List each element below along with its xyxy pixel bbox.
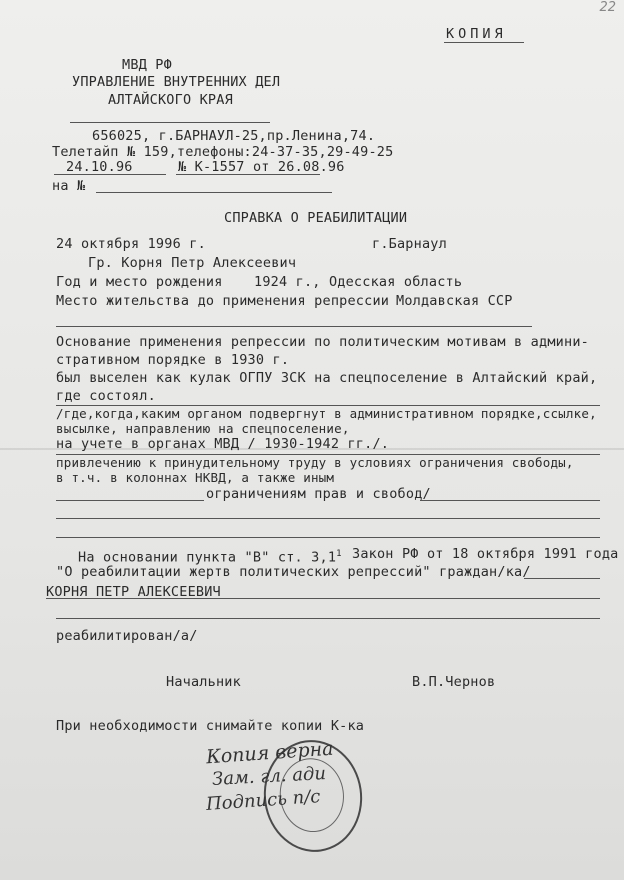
ministry-name: МВД РФ	[122, 57, 172, 73]
basis-line4: где состоял.	[56, 388, 156, 404]
department-line1: УПРАВЛЕНИЕ ВНУТРЕННИХ ДЕЛ	[72, 74, 281, 90]
basis-line3: был выселен как кулак ОГПУ ЗСК на спецпоселение в Алтайский край,	[56, 370, 598, 386]
blank-rule-1	[56, 518, 600, 519]
law-text: На основании пункта "В" ст. 3,1	[78, 549, 337, 566]
header-rule	[70, 122, 270, 123]
law-line2: "О реабилитации жертв политических репрессий" граждан/ка/	[56, 564, 531, 580]
blank-rule-2	[56, 537, 600, 538]
person-name: КОРНЯ ПЕТР АЛЕКСЕЕВИЧ	[46, 584, 221, 600]
number-ref-underline	[176, 174, 320, 175]
copies-note: При необходимости снимайте копии К-ка	[56, 718, 365, 734]
handwritten-line2: Зам. гл. ади	[211, 763, 327, 790]
na-underline	[96, 192, 332, 193]
basis-line1: Основание применения репрессии по политическим мотивам в админи-	[56, 334, 589, 350]
date-ref: 24.10.96	[66, 159, 133, 175]
residence-label: Место жительства до применения репрессии	[56, 293, 390, 309]
corner-mark: 22	[599, 0, 616, 15]
birth-value: 1924 г., Одесская область	[254, 274, 463, 290]
law-line1	[78, 546, 342, 566]
person-rule	[46, 598, 600, 599]
issue-city: г.Барнаул	[372, 236, 447, 252]
address: 656025, г.БАРНАУЛ-25,пр.Ленина,74.	[92, 128, 376, 144]
basis-line2: стративном порядке в 1930 г.	[56, 352, 290, 368]
phones: Телетайп № 159,телефоны:24-37-35,29-49-25	[52, 144, 394, 160]
residence-rule	[56, 326, 532, 327]
labor-rule-right	[420, 500, 600, 501]
handwritten-line1: Копия верна	[205, 737, 335, 769]
date-ref-underline	[54, 174, 166, 175]
chief-label: Начальник	[166, 674, 241, 690]
blank-rule-3	[56, 618, 600, 619]
chief-name: В.П.Чернов	[412, 674, 496, 690]
number-ref: № К-1557 от 26.08.96	[178, 159, 345, 175]
law-line1b: Закон РФ от 18 октября 1991 года	[352, 546, 619, 562]
handwritten-line3: Подпись п/с	[205, 786, 322, 815]
issue-date: 24 октября 1996 г.	[56, 236, 206, 252]
where-line2: высылке, направлению на спецпоселение,	[56, 421, 350, 436]
law-superscript: 1	[336, 549, 342, 559]
residence-value: Молдавская ССР	[396, 293, 513, 309]
where-line1: /где,когда,каким органом подвергнут в административном порядке,ссылке,	[56, 406, 597, 421]
rehabilitated-label: реабилитирован/а/	[56, 628, 198, 644]
labor-line2: в т.ч. в колоннах НКВД, а также иным	[56, 470, 335, 485]
na-label: на №	[52, 178, 86, 194]
document-title: СПРАВКА О РЕАБИЛИТАЦИИ	[224, 210, 408, 226]
law-rule	[524, 578, 600, 579]
birth-label: Год и место рождения	[56, 274, 223, 290]
citizen-name: Гр. Корня Петр Алексеевич	[88, 255, 297, 271]
labor-line3: ограничениям прав и свобод/	[206, 486, 431, 502]
copy-underline	[444, 42, 524, 43]
labor-line1: привлечению к принудительному труду в условиях ограничения свободы,	[56, 455, 574, 470]
department-line2: АЛТАЙСКОГО КРАЯ	[108, 92, 233, 108]
where-line3: на учете в органах МВД / 1930-1942 гг./.	[56, 436, 390, 452]
copy-label: КОПИЯ	[446, 26, 507, 42]
labor-blank	[56, 500, 204, 501]
